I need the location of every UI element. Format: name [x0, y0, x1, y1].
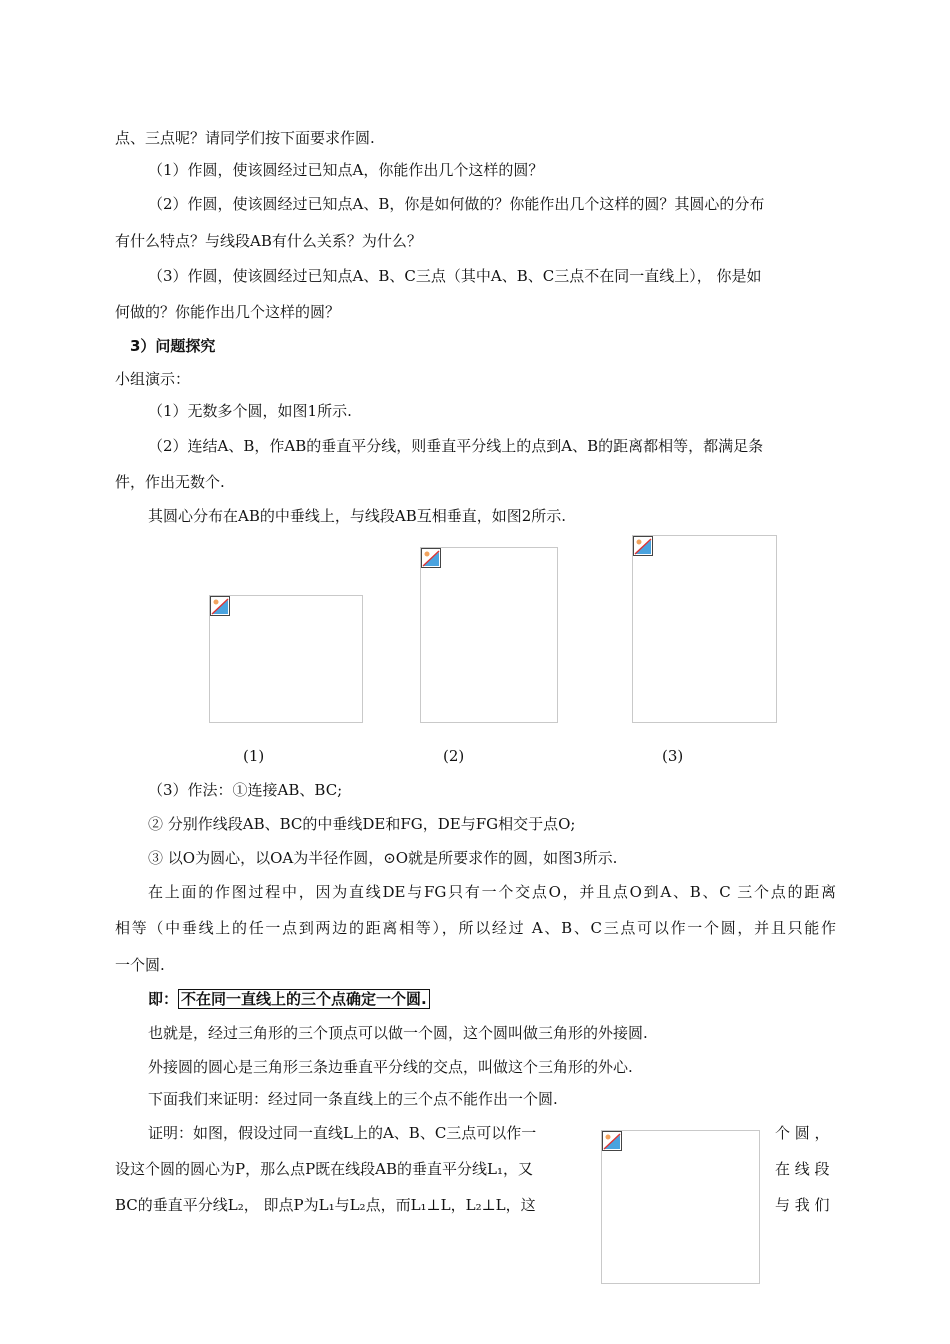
figure-caption: (3): [662, 747, 684, 765]
text-line: 何做的？你能作出几个这样的圆？: [115, 303, 341, 321]
broken-image-icon: [633, 536, 653, 556]
text-line: （1）作圆，使该圆经过已知点A，你能作出几个这样的圆？: [148, 161, 544, 179]
figure-caption: (2): [443, 747, 465, 765]
figure-2-placeholder: [420, 547, 558, 723]
wrapped-text: 在 线 段: [775, 1160, 830, 1178]
text-line: 件，作出无数个.: [115, 473, 225, 491]
figure-3-placeholder: [632, 535, 777, 723]
text-line: （2）作圆，使该圆经过已知点A、B，你是如何做的？你能作出几个这样的圆？其圆心的分布: [148, 195, 765, 213]
broken-image-icon: [602, 1131, 622, 1151]
broken-image-icon: [421, 548, 441, 568]
text-line: ② 分别作线段AB、BC的中垂线DE和FG，DE与FG相交于点O;: [148, 815, 576, 833]
text-line: 其圆心分布在AB的中垂线上，与线段AB互相垂直，如图2所示.: [148, 507, 567, 525]
text-line: 小组演示：: [115, 370, 191, 388]
text-line: （3）作法：①连接AB、BC;: [148, 781, 343, 799]
proof-figure-placeholder: [601, 1130, 760, 1284]
text-line: （2）连结A、B，作AB的垂直平分线，则垂直平分线上的点到A、B的距离都相等，都满足条: [148, 437, 764, 455]
figure-1-placeholder: [209, 595, 363, 723]
wrapped-text: 与 我 们: [775, 1196, 830, 1214]
figure-caption: (1): [243, 747, 265, 765]
text-line: 下面我们来证明：经过同一条直线上的三个点不能作出一个圆.: [148, 1090, 558, 1108]
key-statement: [148, 989, 430, 1009]
text-line: 设这个圆的圆心为P，那么点P既在线段AB的垂直平分线L₁，又: [115, 1160, 534, 1178]
section-heading: 3）问题探究: [130, 337, 216, 355]
boxed-theorem: 不在同一直线上的三个点确定一个圆.: [178, 989, 430, 1009]
text-line: 一个圆.: [115, 956, 165, 974]
text-line: 证明：如图，假设过同一直线L上的A、B、C三点可以作一: [148, 1124, 537, 1142]
text-line: （1）无数多个圆，如图1所示.: [148, 402, 352, 420]
text-line: BC的垂直平分线L₂， 即点P为L₁与L₂点，而L₁⊥L，L₂⊥L，这: [115, 1196, 536, 1214]
text-line: ③ 以O为圆心，以OA为半径作圆，⊙O就是所要求作的圆，如图3所示.: [148, 849, 618, 867]
text-line: 有什么特点？与线段AB有什么关系？为什么？: [115, 232, 422, 250]
text-line: 外接圆的圆心是三角形三条边垂直平分线的交点，叫做这个三角形的外心.: [148, 1058, 633, 1076]
text-line: （3）作圆，使该圆经过已知点A、B、C三点（其中A、B、C三点不在同一直线上）， 你是如: [148, 267, 762, 285]
wrapped-text: 个 圆 ，: [775, 1124, 830, 1142]
text-line: 也就是，经过三角形的三个顶点可以做一个圆，这个圆叫做三角形的外接圆.: [148, 1024, 648, 1042]
statement-prefix: 即：: [148, 990, 179, 1008]
text-line: 在上面的作图过程中，因为直线DE与FG只有一个交点O，并且点O到A、B、C 三个点的距离: [148, 883, 836, 901]
broken-image-icon: [210, 596, 230, 616]
text-line: 相等（中垂线上的任一点到两边的距离相等），所以经过 A、B、C三点可以作一个圆，并且只能作: [115, 919, 836, 937]
text-line: 点、三点呢？请同学们按下面要求作圆.: [115, 129, 375, 147]
